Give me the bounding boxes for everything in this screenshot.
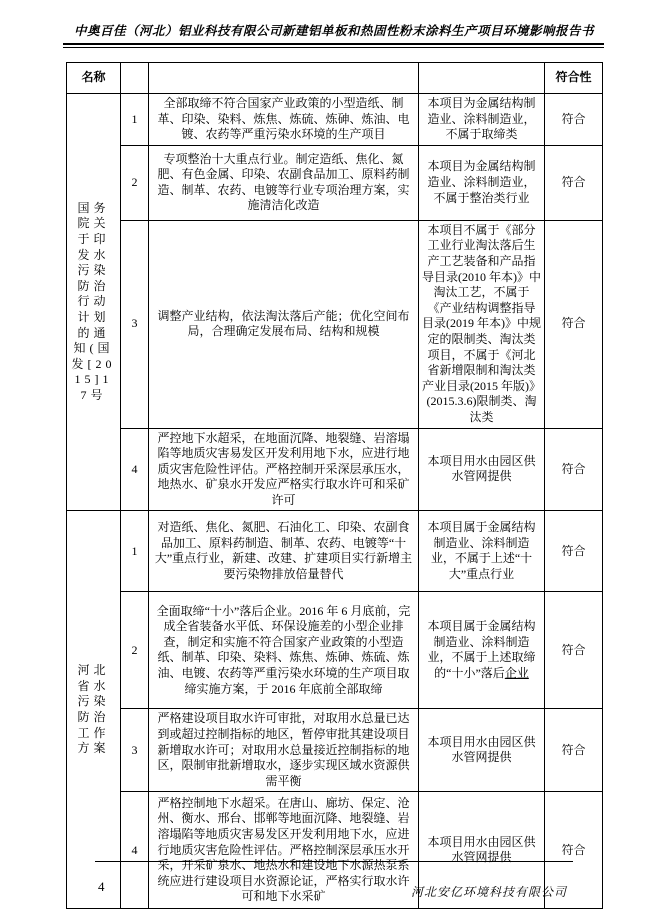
conformity-cell: 符合: [545, 145, 603, 220]
conformity-cell: 符合: [545, 792, 603, 909]
conformity-cell: 符合: [545, 592, 603, 709]
conformity-cell: 符合: [545, 94, 603, 146]
row-number: 4: [121, 792, 149, 909]
section-2-label: 河北省水污染防治工作方案: [67, 511, 121, 909]
row-number: 2: [121, 592, 149, 709]
conformity-cell: 符合: [545, 220, 603, 428]
analysis-cell: 本项目为金属结构制造业、涂料制造业，不属于整治类行业: [419, 145, 545, 220]
header-empty-analysis: [419, 63, 545, 94]
requirement-cell: 全面取缔“十小”落后企业。2016 年 6 月底前，完成全省装备水平低、环保设施差的小型企业排查，制定和实施不符合国家产业政策的小型造纸、制革、印染、染料、炼焦、炼砷、炼硫、炼油、电镀、农药等严重污染水环境的生产项目取缔实施方案，于 2016 年底前全部取缔: [149, 592, 419, 709]
requirement-cell: 对造纸、焦化、氮肥、石油化工、印染、农副食品加工、原料药制造、制革、农药、电镀等“十大”重点行业，新建、改建、扩建项目实行新增主要污染物排放倍量替代: [149, 511, 419, 592]
analysis-cell: 本项目用水由园区供水管网提供: [419, 709, 545, 792]
footer-rule: [95, 861, 573, 862]
requirement-cell: 专项整治十大重点行业。制定造纸、焦化、氮肥、有色金属、印染、农副食品加工、原料药制造、制革、农药、电镀等行业专项治理方案，实施清洁化改造: [149, 145, 419, 220]
footer-company: 河北安亿环境科技有限公司: [410, 885, 567, 899]
requirement-cell: 严控地下水超采，在地面沉降、地裂缝、岩溶塌陷等地质灾害易发区开发利用地下水，应进行地质灾害危险性评估。严格控制开采深层承压水，地热水、矿泉水开发应严格实行取水许可和采矿许可: [149, 428, 419, 511]
conformity-cell: 符合: [545, 709, 603, 792]
row-number: 3: [121, 220, 149, 428]
table-row: [67, 709, 603, 792]
conformity-cell: 符合: [545, 511, 603, 592]
title-double-underline: [63, 43, 604, 48]
row-number: 2: [121, 145, 149, 220]
table-row: [67, 220, 603, 428]
requirement-cell: 调整产业结构，依法淘汰落后产能；优化空间布局，合理确定发展布局、结构和规模: [149, 220, 419, 428]
analysis-cell: [419, 592, 545, 709]
header-name: 名称: [67, 63, 121, 94]
row-number: 1: [121, 94, 149, 146]
compliance-table: [66, 62, 603, 909]
section-1-label: 国务院关于印发水污染防治行动计划的通知(国发[2015]17号: [67, 94, 121, 511]
row-number: 4: [121, 428, 149, 511]
document-title: 中奥百佳（河北）铝业科技有限公司新建铝单板和热固性粉末涂料生产项目环境影响报告书: [73, 24, 594, 38]
table-row: [67, 428, 603, 511]
requirement-cell: 严格建设项目取水许可审批，对取用水总量已达到或超过控制指标的地区，暂停审批其建设项目新增取水许可；对取用水总量接近控制指标的地区，限制审批新增取水，逐步实现区域水资源供需平衡: [149, 709, 419, 792]
analysis-underlined-text: 企业: [504, 666, 529, 681]
analysis-cell: 本项目用水由园区供水管网提供: [419, 428, 545, 511]
page-number: 4: [98, 879, 105, 894]
table-row: [67, 511, 603, 592]
table-header-row: [67, 63, 603, 94]
header-empty-requirement: [149, 63, 419, 94]
analysis-cell: 本项目不属于《部分工业行业淘汰落后生产工艺装备和产品指导目录(2010 年本)》中淘汰工艺，不属于《产业结构调整指导目录(2019 年本)》中规定的限制类、淘汰类项目，不属于《河北省新增限制和淘汰类产业目录(2015 年版)》(2015.3.6)限制类、淘汰类: [419, 220, 545, 428]
requirement-cell: 严格控制地下水超采。在唐山、廊坊、保定、沧州、衡水、邢台、邯郸等地面沉降、地裂缝、岩溶塌陷等地质灾害易发区开发利用地下水，应进行地质灾害危险性评估。严格控制深层承压水开采，开采矿泉水、地热水和建设地下水源热泵系统应进行建设项目水资源论证，严格实行取水许可和地下水采矿: [149, 792, 419, 909]
table-row: [67, 592, 603, 709]
analysis-cell: 本项目用水由园区供水管网提供: [419, 792, 545, 909]
row-number: 1: [121, 511, 149, 592]
requirement-cell: 全部取缔不符合国家产业政策的小型造纸、制革、印染、染料、炼焦、炼硫、炼砷、炼油、电镀、农药等严重污染水环境的生产项目: [149, 94, 419, 146]
conformity-cell: 符合: [545, 428, 603, 511]
header-conformity: 符合性: [545, 63, 603, 94]
table-row: [67, 94, 603, 146]
analysis-cell: 本项目属于金属结构制造业、涂料制造业，不属于上述“十大”重点行业: [419, 511, 545, 592]
analysis-cell: 本项目为金属结构制造业、涂料制造业，不属于取缔类: [419, 94, 545, 146]
analysis-text: 本项目属于金属结构制造业、涂料制造业，不属于上述取缔的“十小”落后: [427, 619, 536, 681]
header-empty-num: [121, 63, 149, 94]
table-row: [67, 145, 603, 220]
row-number: 3: [121, 709, 149, 792]
